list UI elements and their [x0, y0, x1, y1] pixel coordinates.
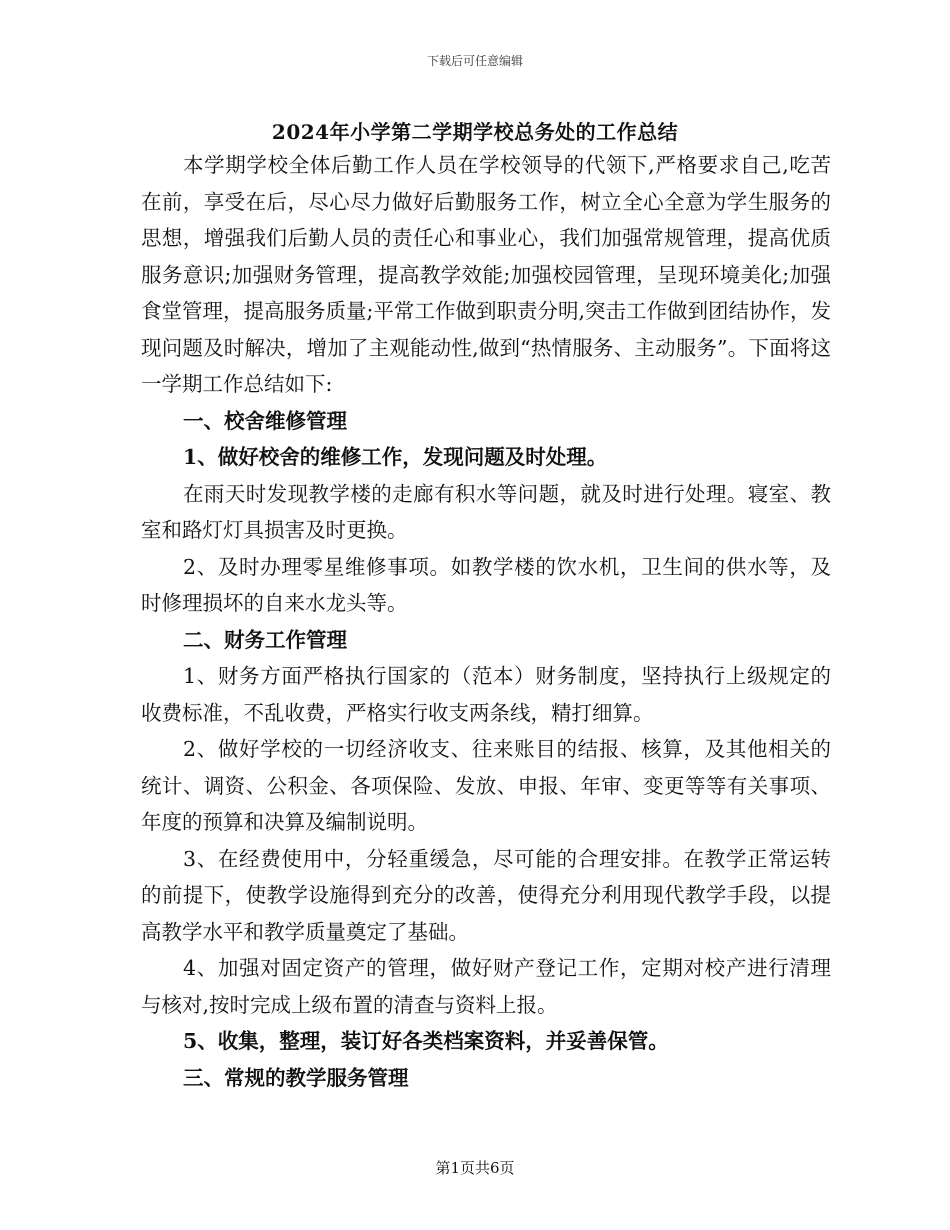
document-title: 2024年小学第二学期学校总务处的工作总结	[271, 120, 679, 144]
paragraph: 2、及时办理零星维修事项。如教学楼的饮水机，卫生间的供水等，及时修理损坏的自来水龙头等。	[141, 554, 831, 615]
section-heading: 一、校舍维修管理	[183, 408, 347, 433]
paragraph: 在雨天时发现教学楼的走廊有积水等问题，就及时进行处理。寝室、教室和路灯灯具损害及时更换。	[141, 481, 831, 542]
paragraph: 3、在经费使用中，分轻重缓急，尽可能的合理安排。在教学正常运转的前提下，使教学设施得到充分的改善，使得充分利用现代教学手段，以提高教学水平和教学质量奠定了基础。	[141, 846, 831, 944]
page-number: 第1页共6页	[435, 1159, 515, 1177]
paragraph: 本学期学校全体后勤工作人员在学校领导的代领下,严格要求自己,吃苦在前，享受在后，尽心尽力做好后勤服务工作，树立全心全意为学生服务的思想，增强我们后勤人员的责任心和事业心，我们加强常规管理，提高优质服务意识;加强财务管理，提高教学效能;加强校园管理，呈现环境美化;加强食堂管理，提高服务质量;平常工作做到职责分明,突击工作做到团结协作，发现问题及时解决，增加了主观能动性,做到“热情服务、主动服务”。下面将这一学期工作总结如下:	[141, 153, 831, 396]
subsection-heading: 5、收集，整理，装订好各类档案资料，并妥善保管。	[183, 1029, 669, 1053]
section-heading: 三、常规的教学服务管理	[183, 1065, 409, 1090]
paragraph: 4、加强对固定资产的管理，做好财产登记工作，定期对校产进行清理与核对,按时完成上级布置的清查与资料上报。	[141, 956, 831, 1017]
document-body	[141, 147, 831, 1096]
section-heading: 二、财务工作管理	[183, 627, 347, 652]
subsection-heading: 1、做好校舍的维修工作，发现问题及时处理。	[183, 445, 608, 469]
page-header-note: 下载后可任意编辑	[426, 54, 523, 68]
paragraph: 2、做好学校的一切经济收支、往来账目的结报、核算，及其他相关的统计、调资、公积金、各项保险、发放、申报、年审、变更等等有关事项、年度的预算和决算及编制说明。	[141, 737, 831, 834]
paragraph: 1、财务方面严格执行国家的（范本）财务制度，坚持执行上级规定的收费标准，不乱收费，严格实行收支两条线，精打细算。	[141, 664, 831, 725]
